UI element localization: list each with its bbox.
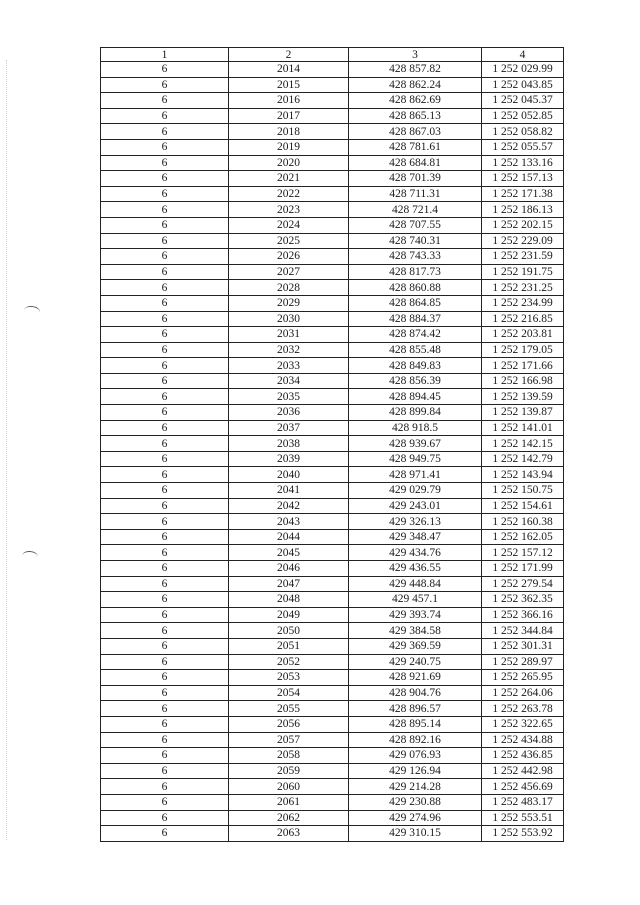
cell-x-coordinate: 429 274.96 xyxy=(349,810,482,826)
cell-section: 6 xyxy=(101,716,229,732)
table-row xyxy=(101,358,564,374)
cell-section: 6 xyxy=(101,794,229,810)
cell-point-number: 2047 xyxy=(229,576,349,592)
cell-section: 6 xyxy=(101,654,229,670)
cell-y-coordinate: 1 252 231.59 xyxy=(482,249,564,265)
cell-point-number: 2055 xyxy=(229,701,349,717)
table-row xyxy=(101,420,564,436)
cell-point-number: 2050 xyxy=(229,623,349,639)
column-header-3: 3 xyxy=(349,48,482,62)
cell-y-coordinate: 1 252 157.12 xyxy=(482,545,564,561)
cell-y-coordinate: 1 252 456.69 xyxy=(482,779,564,795)
table-row xyxy=(101,685,564,701)
cell-point-number: 2023 xyxy=(229,202,349,218)
cell-y-coordinate: 1 252 203.81 xyxy=(482,327,564,343)
cell-y-coordinate: 1 252 171.38 xyxy=(482,186,564,202)
table-row xyxy=(101,62,564,78)
cell-section: 6 xyxy=(101,576,229,592)
cell-point-number: 2048 xyxy=(229,592,349,608)
cell-point-number: 2024 xyxy=(229,217,349,233)
cell-section: 6 xyxy=(101,186,229,202)
cell-section: 6 xyxy=(101,763,229,779)
coordinates-table xyxy=(100,47,564,842)
table-row xyxy=(101,217,564,233)
cell-section: 6 xyxy=(101,592,229,608)
cell-y-coordinate: 1 252 029.99 xyxy=(482,62,564,78)
cell-x-coordinate: 429 214.28 xyxy=(349,779,482,795)
cell-x-coordinate: 428 701.39 xyxy=(349,171,482,187)
table-body xyxy=(101,62,564,842)
cell-x-coordinate: 428 939.67 xyxy=(349,436,482,452)
cell-section: 6 xyxy=(101,155,229,171)
cell-y-coordinate: 1 252 160.38 xyxy=(482,514,564,530)
cell-y-coordinate: 1 252 142.79 xyxy=(482,451,564,467)
cell-y-coordinate: 1 252 234.99 xyxy=(482,295,564,311)
column-header-1: 1 xyxy=(101,48,229,62)
table-row xyxy=(101,794,564,810)
cell-x-coordinate: 428 707.55 xyxy=(349,217,482,233)
cell-x-coordinate: 429 448.84 xyxy=(349,576,482,592)
cell-point-number: 2036 xyxy=(229,405,349,421)
cell-y-coordinate: 1 252 142.15 xyxy=(482,436,564,452)
cell-point-number: 2058 xyxy=(229,748,349,764)
cell-y-coordinate: 1 252 301.31 xyxy=(482,638,564,654)
cell-x-coordinate: 429 243.01 xyxy=(349,498,482,514)
cell-y-coordinate: 1 252 366.16 xyxy=(482,607,564,623)
table-row xyxy=(101,389,564,405)
cell-y-coordinate: 1 252 058.82 xyxy=(482,124,564,140)
cell-point-number: 2040 xyxy=(229,467,349,483)
cell-x-coordinate: 428 721.4 xyxy=(349,202,482,218)
cell-x-coordinate: 429 126.94 xyxy=(349,763,482,779)
cell-x-coordinate: 429 029.79 xyxy=(349,483,482,499)
cell-section: 6 xyxy=(101,93,229,109)
cell-point-number: 2021 xyxy=(229,171,349,187)
cell-section: 6 xyxy=(101,327,229,343)
cell-x-coordinate: 428 896.57 xyxy=(349,701,482,717)
cell-x-coordinate: 428 921.69 xyxy=(349,670,482,686)
cell-x-coordinate: 428 918.5 xyxy=(349,420,482,436)
cell-y-coordinate: 1 252 162.05 xyxy=(482,529,564,545)
cell-point-number: 2046 xyxy=(229,561,349,577)
cell-y-coordinate: 1 252 157.13 xyxy=(482,171,564,187)
cell-point-number: 2019 xyxy=(229,139,349,155)
cell-section: 6 xyxy=(101,529,229,545)
cell-x-coordinate: 428 781.61 xyxy=(349,139,482,155)
cell-y-coordinate: 1 252 322.65 xyxy=(482,716,564,732)
cell-y-coordinate: 1 252 483.17 xyxy=(482,794,564,810)
cell-section: 6 xyxy=(101,405,229,421)
cell-section: 6 xyxy=(101,358,229,374)
cell-point-number: 2043 xyxy=(229,514,349,530)
cell-section: 6 xyxy=(101,670,229,686)
cell-point-number: 2017 xyxy=(229,108,349,124)
cell-x-coordinate: 428 892.16 xyxy=(349,732,482,748)
cell-point-number: 2025 xyxy=(229,233,349,249)
cell-section: 6 xyxy=(101,233,229,249)
table-row xyxy=(101,233,564,249)
cell-point-number: 2015 xyxy=(229,77,349,93)
cell-point-number: 2033 xyxy=(229,358,349,374)
cell-point-number: 2059 xyxy=(229,763,349,779)
cell-section: 6 xyxy=(101,389,229,405)
cell-section: 6 xyxy=(101,732,229,748)
table-row xyxy=(101,514,564,530)
table-row xyxy=(101,280,564,296)
cell-x-coordinate: 428 971.41 xyxy=(349,467,482,483)
cell-x-coordinate: 429 310.15 xyxy=(349,826,482,842)
cell-point-number: 2030 xyxy=(229,311,349,327)
cell-section: 6 xyxy=(101,62,229,78)
cell-section: 6 xyxy=(101,607,229,623)
table-row xyxy=(101,654,564,670)
cell-x-coordinate: 429 240.75 xyxy=(349,654,482,670)
table-row xyxy=(101,108,564,124)
cell-point-number: 2053 xyxy=(229,670,349,686)
table-row xyxy=(101,561,564,577)
cell-y-coordinate: 1 252 171.99 xyxy=(482,561,564,577)
cell-y-coordinate: 1 252 191.75 xyxy=(482,264,564,280)
cell-section: 6 xyxy=(101,545,229,561)
cell-y-coordinate: 1 252 186.13 xyxy=(482,202,564,218)
cell-x-coordinate: 428 855.48 xyxy=(349,342,482,358)
cell-point-number: 2041 xyxy=(229,483,349,499)
scan-artifact-mark xyxy=(21,550,38,563)
cell-y-coordinate: 1 252 436.85 xyxy=(482,748,564,764)
cell-point-number: 2037 xyxy=(229,420,349,436)
table-row xyxy=(101,249,564,265)
cell-section: 6 xyxy=(101,171,229,187)
cell-point-number: 2018 xyxy=(229,124,349,140)
cell-section: 6 xyxy=(101,561,229,577)
cell-point-number: 2027 xyxy=(229,264,349,280)
cell-point-number: 2026 xyxy=(229,249,349,265)
cell-y-coordinate: 1 252 362.35 xyxy=(482,592,564,608)
table-row xyxy=(101,483,564,499)
cell-point-number: 2020 xyxy=(229,155,349,171)
table-row xyxy=(101,607,564,623)
cell-point-number: 2042 xyxy=(229,498,349,514)
cell-section: 6 xyxy=(101,108,229,124)
cell-x-coordinate: 428 740.31 xyxy=(349,233,482,249)
table-row xyxy=(101,373,564,389)
cell-x-coordinate: 428 711.31 xyxy=(349,186,482,202)
table-row xyxy=(101,124,564,140)
table-row xyxy=(101,93,564,109)
cell-x-coordinate: 429 434.76 xyxy=(349,545,482,561)
cell-x-coordinate: 429 076.93 xyxy=(349,748,482,764)
table-row xyxy=(101,810,564,826)
table-row xyxy=(101,77,564,93)
table-row xyxy=(101,638,564,654)
scan-edge-dots xyxy=(6,60,8,840)
cell-point-number: 2049 xyxy=(229,607,349,623)
cell-section: 6 xyxy=(101,748,229,764)
cell-x-coordinate: 428 864.85 xyxy=(349,295,482,311)
cell-section: 6 xyxy=(101,280,229,296)
table-row xyxy=(101,592,564,608)
cell-section: 6 xyxy=(101,810,229,826)
column-header-2: 2 xyxy=(229,48,349,62)
cell-point-number: 2028 xyxy=(229,280,349,296)
cell-y-coordinate: 1 252 043.85 xyxy=(482,77,564,93)
cell-section: 6 xyxy=(101,124,229,140)
cell-y-coordinate: 1 252 202.15 xyxy=(482,217,564,233)
table-row xyxy=(101,748,564,764)
table-row xyxy=(101,498,564,514)
cell-section: 6 xyxy=(101,701,229,717)
table-row xyxy=(101,623,564,639)
table-row xyxy=(101,467,564,483)
cell-section: 6 xyxy=(101,514,229,530)
cell-point-number: 2051 xyxy=(229,638,349,654)
table-row xyxy=(101,716,564,732)
cell-section: 6 xyxy=(101,342,229,358)
cell-point-number: 2014 xyxy=(229,62,349,78)
cell-point-number: 2034 xyxy=(229,373,349,389)
table-row xyxy=(101,311,564,327)
cell-point-number: 2044 xyxy=(229,529,349,545)
table-row xyxy=(101,545,564,561)
cell-section: 6 xyxy=(101,249,229,265)
cell-y-coordinate: 1 252 279.54 xyxy=(482,576,564,592)
table-row xyxy=(101,186,564,202)
cell-x-coordinate: 428 894.45 xyxy=(349,389,482,405)
cell-y-coordinate: 1 252 150.75 xyxy=(482,483,564,499)
table-row xyxy=(101,139,564,155)
table-row xyxy=(101,264,564,280)
table-row xyxy=(101,202,564,218)
table-row xyxy=(101,295,564,311)
table-row xyxy=(101,701,564,717)
table-row xyxy=(101,529,564,545)
cell-y-coordinate: 1 252 166.98 xyxy=(482,373,564,389)
cell-x-coordinate: 429 393.74 xyxy=(349,607,482,623)
cell-point-number: 2038 xyxy=(229,436,349,452)
cell-x-coordinate: 428 849.83 xyxy=(349,358,482,374)
cell-x-coordinate: 429 348.47 xyxy=(349,529,482,545)
cell-point-number: 2045 xyxy=(229,545,349,561)
cell-point-number: 2060 xyxy=(229,779,349,795)
cell-x-coordinate: 428 862.24 xyxy=(349,77,482,93)
cell-x-coordinate: 429 326.13 xyxy=(349,514,482,530)
cell-point-number: 2057 xyxy=(229,732,349,748)
cell-point-number: 2062 xyxy=(229,810,349,826)
cell-y-coordinate: 1 252 141.01 xyxy=(482,420,564,436)
cell-section: 6 xyxy=(101,420,229,436)
cell-section: 6 xyxy=(101,483,229,499)
cell-y-coordinate: 1 252 171.66 xyxy=(482,358,564,374)
cell-section: 6 xyxy=(101,295,229,311)
cell-point-number: 2035 xyxy=(229,389,349,405)
cell-point-number: 2029 xyxy=(229,295,349,311)
cell-x-coordinate: 428 874.42 xyxy=(349,327,482,343)
cell-y-coordinate: 1 252 154.61 xyxy=(482,498,564,514)
cell-section: 6 xyxy=(101,451,229,467)
cell-point-number: 2016 xyxy=(229,93,349,109)
cell-y-coordinate: 1 252 045.37 xyxy=(482,93,564,109)
table-row xyxy=(101,779,564,795)
cell-point-number: 2061 xyxy=(229,794,349,810)
table-row xyxy=(101,405,564,421)
cell-section: 6 xyxy=(101,373,229,389)
cell-x-coordinate: 428 862.69 xyxy=(349,93,482,109)
cell-y-coordinate: 1 252 434.88 xyxy=(482,732,564,748)
table-row xyxy=(101,763,564,779)
cell-point-number: 2031 xyxy=(229,327,349,343)
cell-x-coordinate: 428 899.84 xyxy=(349,405,482,421)
cell-y-coordinate: 1 252 139.87 xyxy=(482,405,564,421)
cell-y-coordinate: 1 252 263.78 xyxy=(482,701,564,717)
cell-x-coordinate: 429 457.1 xyxy=(349,592,482,608)
cell-section: 6 xyxy=(101,217,229,233)
table-row xyxy=(101,670,564,686)
cell-x-coordinate: 428 684.81 xyxy=(349,155,482,171)
cell-x-coordinate: 429 384.58 xyxy=(349,623,482,639)
cell-x-coordinate: 429 369.59 xyxy=(349,638,482,654)
cell-y-coordinate: 1 252 055.57 xyxy=(482,139,564,155)
cell-y-coordinate: 1 252 133.16 xyxy=(482,155,564,171)
cell-section: 6 xyxy=(101,77,229,93)
cell-section: 6 xyxy=(101,467,229,483)
cell-y-coordinate: 1 252 143.94 xyxy=(482,467,564,483)
cell-y-coordinate: 1 252 052.85 xyxy=(482,108,564,124)
cell-y-coordinate: 1 252 139.59 xyxy=(482,389,564,405)
cell-y-coordinate: 1 252 216.85 xyxy=(482,311,564,327)
cell-section: 6 xyxy=(101,685,229,701)
cell-section: 6 xyxy=(101,202,229,218)
cell-x-coordinate: 428 856.39 xyxy=(349,373,482,389)
cell-x-coordinate: 428 867.03 xyxy=(349,124,482,140)
cell-x-coordinate: 429 230.88 xyxy=(349,794,482,810)
cell-x-coordinate: 428 884.37 xyxy=(349,311,482,327)
cell-x-coordinate: 428 743.33 xyxy=(349,249,482,265)
table-row xyxy=(101,327,564,343)
cell-x-coordinate: 428 904.76 xyxy=(349,685,482,701)
cell-point-number: 2056 xyxy=(229,716,349,732)
cell-y-coordinate: 1 252 553.51 xyxy=(482,810,564,826)
table-row xyxy=(101,171,564,187)
cell-point-number: 2052 xyxy=(229,654,349,670)
cell-y-coordinate: 1 252 289.97 xyxy=(482,654,564,670)
cell-section: 6 xyxy=(101,498,229,514)
cell-section: 6 xyxy=(101,826,229,842)
cell-y-coordinate: 1 252 179.05 xyxy=(482,342,564,358)
table-row xyxy=(101,826,564,842)
table-row xyxy=(101,451,564,467)
cell-point-number: 2032 xyxy=(229,342,349,358)
cell-y-coordinate: 1 252 264.06 xyxy=(482,685,564,701)
cell-point-number: 2022 xyxy=(229,186,349,202)
cell-y-coordinate: 1 252 344.84 xyxy=(482,623,564,639)
cell-section: 6 xyxy=(101,436,229,452)
cell-x-coordinate: 428 865.13 xyxy=(349,108,482,124)
table-row xyxy=(101,576,564,592)
scan-artifact-mark xyxy=(23,305,40,318)
cell-x-coordinate: 428 817.73 xyxy=(349,264,482,280)
cell-point-number: 2063 xyxy=(229,826,349,842)
table-row xyxy=(101,155,564,171)
table-header xyxy=(101,48,564,62)
cell-x-coordinate: 428 895.14 xyxy=(349,716,482,732)
cell-x-coordinate: 428 860.88 xyxy=(349,280,482,296)
table-row xyxy=(101,436,564,452)
column-header-4: 4 xyxy=(482,48,564,62)
cell-x-coordinate: 428 857.82 xyxy=(349,62,482,78)
cell-y-coordinate: 1 252 442.98 xyxy=(482,763,564,779)
cell-section: 6 xyxy=(101,623,229,639)
cell-point-number: 2054 xyxy=(229,685,349,701)
cell-section: 6 xyxy=(101,264,229,280)
cell-y-coordinate: 1 252 229.09 xyxy=(482,233,564,249)
cell-point-number: 2039 xyxy=(229,451,349,467)
cell-y-coordinate: 1 252 265.95 xyxy=(482,670,564,686)
table-row xyxy=(101,342,564,358)
cell-y-coordinate: 1 252 231.25 xyxy=(482,280,564,296)
cell-x-coordinate: 429 436.55 xyxy=(349,561,482,577)
header-row xyxy=(101,48,564,62)
cell-y-coordinate: 1 252 553.92 xyxy=(482,826,564,842)
cell-section: 6 xyxy=(101,638,229,654)
cell-section: 6 xyxy=(101,139,229,155)
table-row xyxy=(101,732,564,748)
cell-section: 6 xyxy=(101,779,229,795)
cell-section: 6 xyxy=(101,311,229,327)
cell-x-coordinate: 428 949.75 xyxy=(349,451,482,467)
